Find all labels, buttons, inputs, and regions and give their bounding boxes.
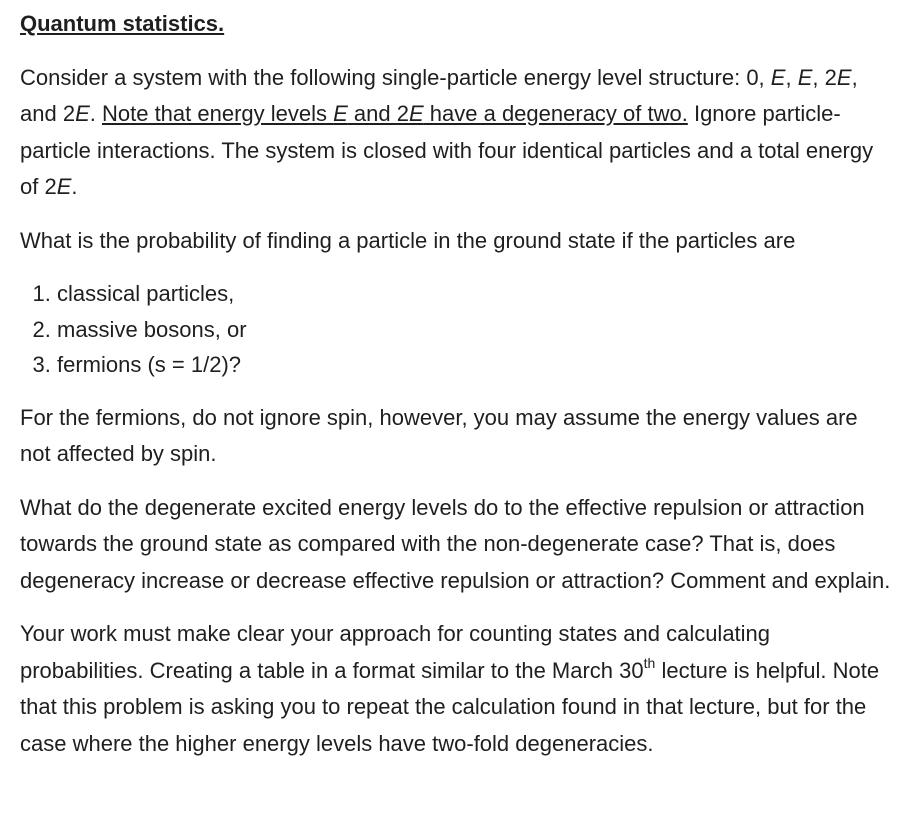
energy-symbol: E	[770, 64, 786, 90]
text: Consider a system with the following single-particle energy level structure: 0,	[20, 64, 771, 90]
text: lecture is helpful. Note that this problem is asking you to repeat the calculation found in that lecture, but for the case where the higher energy levels have two-fold degeneracies.	[20, 657, 880, 756]
text: Your work must make clear your approach for counting states and calculating probabilities. Creating a table in a format similar to the March 30	[20, 621, 771, 683]
instructions-paragraph	[20, 616, 892, 762]
text: Ignore particle-particle interactions. The system is closed with four identical particles and a total energy of 2	[20, 101, 874, 199]
fermion-spin-paragraph: For the fermions, do not ignore spin, however, you may assume the energy values are not affected by spin.	[20, 404, 858, 466]
text: .	[89, 101, 102, 126]
list-item: 2. massive bosons, or	[57, 312, 892, 348]
text: and 2	[347, 101, 409, 126]
energy-symbol: E	[408, 101, 424, 126]
energy-symbol: E	[56, 174, 72, 199]
problem-statement-paragraph	[20, 60, 892, 206]
energy-symbol: E	[836, 64, 852, 90]
text: .	[71, 174, 78, 199]
text: ,	[785, 64, 798, 90]
page-title: Quantum statistics.	[20, 11, 225, 36]
text: Note that energy levels	[101, 101, 334, 126]
list-item: 3. fermions (s = 1/2)?	[57, 347, 892, 383]
text: , and 2	[20, 64, 858, 126]
energy-symbol: E	[75, 101, 90, 126]
list-item: 1. classical particles,	[57, 276, 892, 312]
text: have a degeneracy of two.	[423, 101, 688, 126]
ordinal-suffix: th	[643, 655, 656, 672]
particle-type-list	[20, 276, 892, 383]
text: , 2	[812, 64, 837, 90]
degeneracy-question-paragraph: What do the degenerate excited energy levels do to the effective repulsion or attraction towards the ground state as compared with the non-degenerate case? That is, does degeneracy increase or decrease effective repulsion or attraction? Comment and explain.	[20, 494, 891, 593]
energy-symbol: E	[333, 101, 348, 126]
question-paragraph: What is the probability of finding a particle in the ground state if the particles are	[20, 227, 796, 253]
energy-symbol: E	[797, 64, 813, 90]
degeneracy-note	[102, 101, 688, 126]
